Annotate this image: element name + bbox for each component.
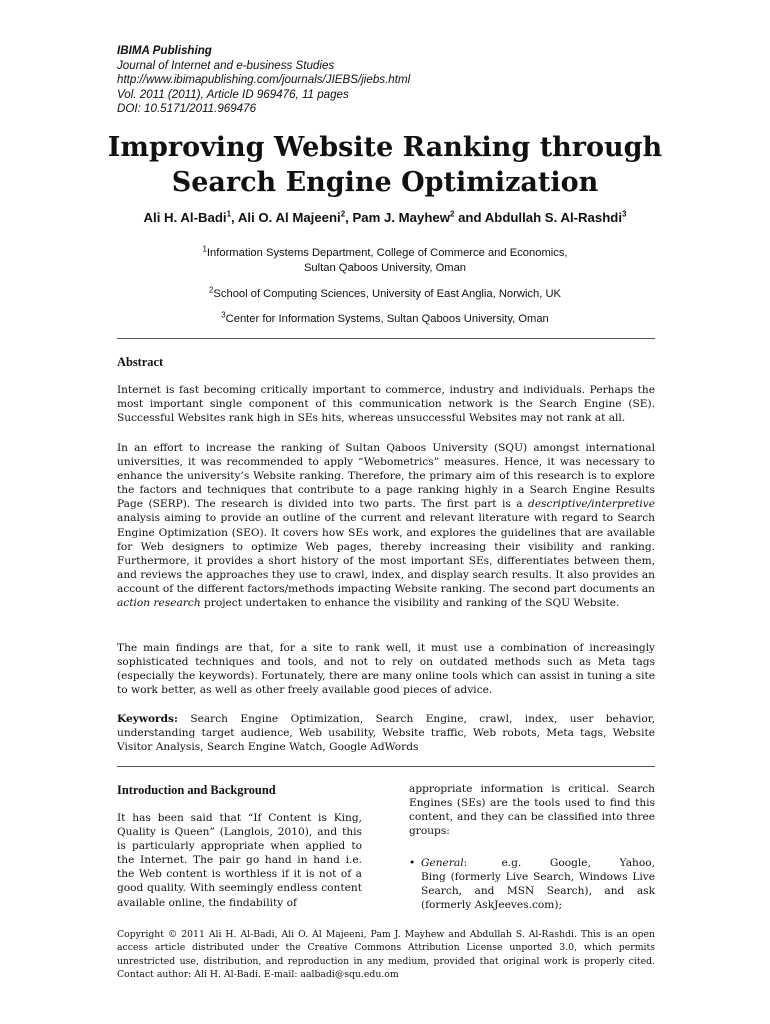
author-name: Ali H. Al-Badi	[143, 210, 227, 225]
divider-top	[117, 338, 655, 339]
abstract-p2-text: In an effort to increase the ranking of Sultan Qaboos University (SQU) amongst international universities, it was recommended to apply “Webometrics” measures. Hence, it was necessary to enhance the university’s Website ranking. Therefore, the primary aim of this research is to explore the factors and techniques that contribute to a page ranking highly in a Search Engine Results Page (SERP). The research is divided into two parts. The first part is a	[117, 442, 655, 511]
affiliation-sup: 2	[208, 285, 214, 295]
title-line-2: Search Engine Optimization	[171, 167, 599, 198]
bullet-item-general	[409, 856, 672, 912]
abstract-p2-emphasis: descriptive/interpretive	[528, 498, 655, 511]
copyright-notice: Copyright © 2011 Ali H. Al-Badi, Ali O. Al Majeeni, Pam J. Mayhew and Abdullah S. Al-Rashdi. This is an open access article distributed under the Creative Commons Attribution License unported 3.0, which permits unrestricted use, distribution, and reproduction in any medium, provided that original work is properly cited. Contact author: Ali H. Al-Badi. E-mail: aalbadi@squ.edu.om	[117, 929, 655, 981]
author-affil-sup: 3	[622, 209, 627, 219]
keywords	[117, 712, 655, 754]
author-affil-sup: 2	[449, 209, 455, 219]
affiliation-1	[0, 246, 770, 276]
keywords-label: Keywords:	[117, 713, 178, 725]
intro-right-column: appropriate information is critical. Search Engines (SEs) are the tools used to find this content, and they can be classified into three groups:	[409, 783, 655, 838]
author-separator: ,	[345, 210, 353, 225]
author-list	[0, 210, 770, 225]
keywords-list: Search Engine Optimization, Search Engine, crawl, index, user behavior, understanding target audience, Web usability, Website traffic, Web robots, Meta tags, Website Visitor Analysis, Search Engine Watch, Google AdWords	[117, 713, 655, 754]
bullet-text: : e.g. Google, Yahoo, Bing (formerly Live Search, Windows Live Search, and MSN Search), and ask (formerly AskJeeves.com);	[421, 857, 672, 912]
affiliation-line: Center for Information Systems, Sultan Qaboos University, Oman	[225, 313, 549, 325]
abstract-p2-emphasis: action research	[117, 597, 201, 610]
author-name: Ali O. Al Majeeni	[237, 210, 341, 225]
title-line-1: Improving Website Ranking through	[107, 132, 663, 163]
abstract-heading: Abstract	[117, 355, 164, 369]
author-name: Abdullah S. Al-Rashdi	[484, 210, 622, 225]
author-separator: ,	[231, 210, 238, 225]
affiliation-line: Sultan Qaboos University, Oman	[303, 262, 467, 274]
intro-left-column: It has been said that “If Content is King, Quality is Queen” (Langlois, 2010), and this is particularly appropriate when applied to the Internet. The pair go hand in hand i.e. the Web content is worthless if it is not of a good quality. With seemingly endless content available online, the findability of	[117, 812, 362, 909]
journal-name: Journal of Internet and e-business Studies	[117, 58, 335, 72]
affiliation-2	[0, 287, 770, 302]
author-separator: and	[454, 210, 485, 225]
bullet-label: General	[421, 857, 464, 869]
doi: DOI: 10.5171/2011.969476	[117, 102, 257, 115]
divider-bottom	[117, 766, 655, 767]
abstract-p2-text: analysis aiming to provide an outline of the current and relevant literature with regard to Search Engine Optimization (SEO). It covers how SEs work, and explores the guidelines that are available for Web designers to optimize Web pages, thereby increasing their visibility and ranking. Furthermore, it provides a short history of the most important SEs, differentiates between them, and reviews the approaches they use to crawl, index, and display search results. It also provides an account of the different factors/methods impacting Website ranking. The second part documents an	[117, 512, 655, 595]
volume-info: Vol. 2011 (2011), Article ID 969476, 11 pages	[117, 87, 349, 101]
abstract-p2-text: project undertaken to enhance the visibility and ranking of the SQU Website.	[200, 597, 620, 610]
bullet-icon: •	[409, 857, 416, 869]
affiliation-sup: 3	[221, 310, 226, 320]
affiliation-sup: 1	[202, 244, 207, 254]
intro-heading: Introduction and Background	[117, 783, 276, 797]
journal-url[interactable]: http://www.ibimapublishing.com/journals/JIEBS/jiebs.html	[117, 73, 411, 86]
publisher-name: IBIMA Publishing	[117, 44, 212, 57]
author-affil-sup: 1	[226, 209, 232, 219]
publication-info	[117, 44, 410, 117]
abstract-paragraph-2	[117, 441, 655, 610]
affiliation-3	[0, 312, 770, 327]
abstract-paragraph-3: The main findings are that, for a site to rank well, it must use a combination of increasingly sophisticated techniques and tools, and not to rely on outdated methods such as Meta tags (especially the keywords). Fortunately, there are many online tools which can assist in tuning a site to work better, as well as other freely available good pieces of advice.	[117, 642, 655, 697]
affiliation-line: School of Computing Sciences, University of East Anglia, Norwich, UK	[213, 288, 562, 300]
paper-title	[0, 130, 770, 200]
abstract-paragraph-1: Internet is fast becoming critically important to commerce, industry and individuals. Perhaps the most important single component of this communication network is the Search Engine (SE). Successful Websites rank high in SEs hits, whereas unsuccessful Websites may not rank at all.	[117, 384, 655, 425]
affiliation-line: Information Systems Department, College of Commerce and Economics,	[206, 247, 568, 259]
author-affil-sup: 2	[340, 209, 346, 219]
author-name: Pam J. Mayhew	[352, 210, 450, 225]
